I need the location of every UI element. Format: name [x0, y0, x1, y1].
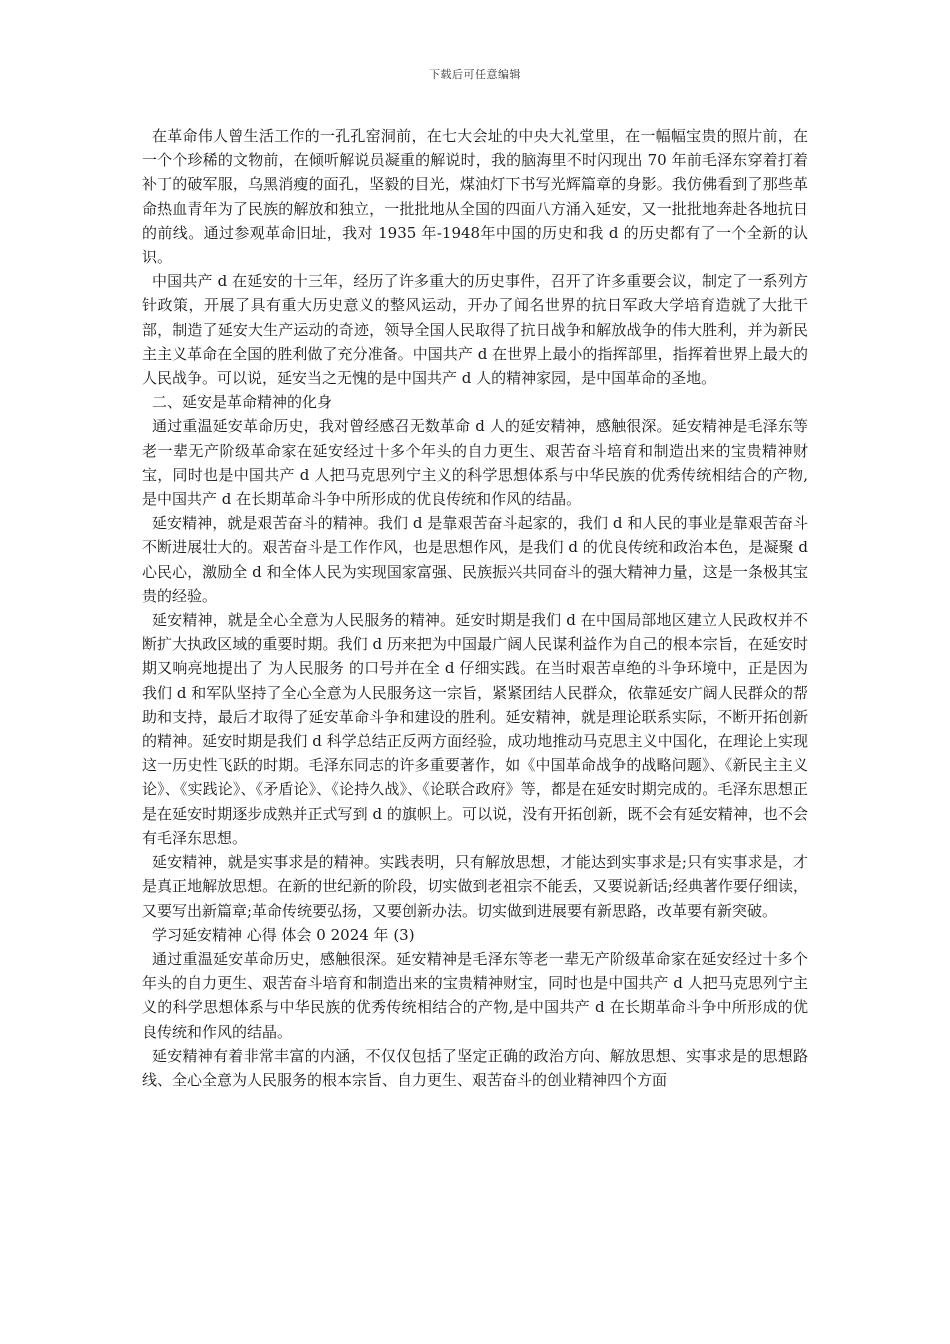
paragraph-review-history: 通过重温延安革命历史，感触很深。延安精神是毛泽东等老一辈无产阶级革命家在延安经过十多个年头的自力更生、艰苦奋斗培育和制造出来的宝贵精神财宝，同时也是中国共产 d 人把马克思列宁主义的科学思想体系与中华民族的优秀传统相结合的产物,是中国共产 d 在长期革命斗争中所形成的优良传统和作风的结晶。 — [142, 949, 808, 1041]
page-header-caption: 下载后可任意编辑 — [429, 68, 521, 81]
paragraph-seek-truth: 延安精神，就是实事求是的精神。实践表明，只有解放思想，才能达到实事求是;只有实事求是，才是真正地解放思想。在新的世纪新的阶段，切实做到老祖宗不能丢，又要说新话;经典著作要仔细读，又要写出新篇章;革命传统要弘扬，又要创新办法。切实做到进展要有新思路，改革要有新突破。 — [142, 853, 808, 920]
paragraph-serve-people: 延安精神，就是全心全意为人民服务的精神。延安时期是我们 d 在中国局部地区建立人民政权并不断扩大执政区域的重要时期。我们 d 历来把为中国最广阔人民谋利益作为自己的根本宗旨，在延安时期又响亮地提出了 为人民服务 的口号并在全 d 仔细实践。在当时艰苦卓绝的斗争环境中，正是因为我们 d 和军队坚持了全心全意为人民服务这一宗旨，紧紧团结人民群众，依靠延安广阔人民群众的帮助和支持，最后才取得了延安革命斗争和建设的胜利。延安精神，就是理论联系实际，不断开拓创新的精神。延安时期是我们 d 科学总结正反两方面经验，成功地推动马克思主义中国化，在理论上实现这一历史性飞跃的时期。毛泽东同志的许多重要著作，如《中国革命战争的战略问题》、《新民主主义论》、《实践论》、《矛盾论》、《论持久战》、《论联合政府》等，都是在延安时期完成的。毛泽东思想正是在延安时期逐步成熟并正式写到 d 的旗帜上。可以说，没有开拓创新，既不会有延安精神，也不会有毛泽东思想。 — [142, 611, 808, 847]
section-heading-study-notes: 学习延安精神 心得 体会 0 2024 年 (3) — [152, 925, 415, 944]
paragraph-yanan-spirit-intro: 通过重温延安革命历史，我对曾经感召无数革命 d 人的延安精神，感触很深。延安精神是毛泽东等老一辈无产阶级革命家在延安经过十多个年头的自力更生、艰苦奋斗培育和制造出来的宝贵精神财宝，同时也是中国共产 d 人把马克思列宁主义的科学思想体系与中华民族的优秀传统相结合的产物,是中国共产 d 在长期革命斗争中所形成的优良传统和作风的结晶。 — [142, 417, 808, 509]
document-body — [142, 124, 808, 1092]
section-heading-two: 二、延安是革命精神的化身 — [152, 393, 333, 412]
paragraph-thirteen-years: 中国共产 d 在延安的十三年，经历了许多重大的历史事件，召开了许多重要会议，制定了一系列方针政策，开展了具有重大历史意义的整风运动，开办了闻名世界的抗日军政大学培育造就了大批干部，制造了延安大生产运动的奇迹，领导全国人民取得了抗日战争和解放战争的伟大胜利，并为新民主主义革命在全国的胜利做了充分准备。中国共产 d 在世界上最小的指挥部里，指挥着世界上最大的人民战争。可以说，延安当之无愧的是中国共产 d 人的精神家园，是中国革命的圣地。 — [142, 272, 808, 388]
paragraph-rich-connotation: 延安精神有着非常丰富的内涵，不仅仅包括了坚定正确的政治方向、解放思想、实事求是的思想路线、全心全意为人民服务的根本宗旨、自力更生、艰苦奋斗的创业精神四个方面 — [142, 1046, 808, 1089]
paragraph-revolutionary-sites: 在革命伟人曾生活工作的一孔孔窑洞前，在七大会址的中央大礼堂里，在一幅幅宝贵的照片前，在一个个珍稀的文物前，在倾听解说员凝重的解说时，我的脑海里不时闪现出 70 年前毛泽东穿着打着补丁的破军服，乌黑消瘦的面孔，坚毅的目光，煤油灯下书写光辉篇章的身影。我仿佛看到了那些革命热血青年为了民族的解放和独立，一批批地从全国的四面八方涌入延安，又一批批地奔赴各地抗日的前线。通过参观革命旧址，我对 1935 年-1948年中国的历史和我 d 的历史都有了一个全新的认识。 — [142, 127, 808, 267]
paragraph-hard-struggle: 延安精神，就是艰苦奋斗的精神。我们 d 是靠艰苦奋斗起家的，我们 d 和人民的事业是靠艰苦奋斗不断进展壮大的。艰苦奋斗是工作作风，也是思想作风，是我们 d 的优良传统和政治本色，是凝聚 d 心民心，激励全 d 和全体人民为实现国家富强、民族振兴共同奋斗的强大精神力量，这是一条极其宝贵的经验。 — [142, 514, 808, 605]
